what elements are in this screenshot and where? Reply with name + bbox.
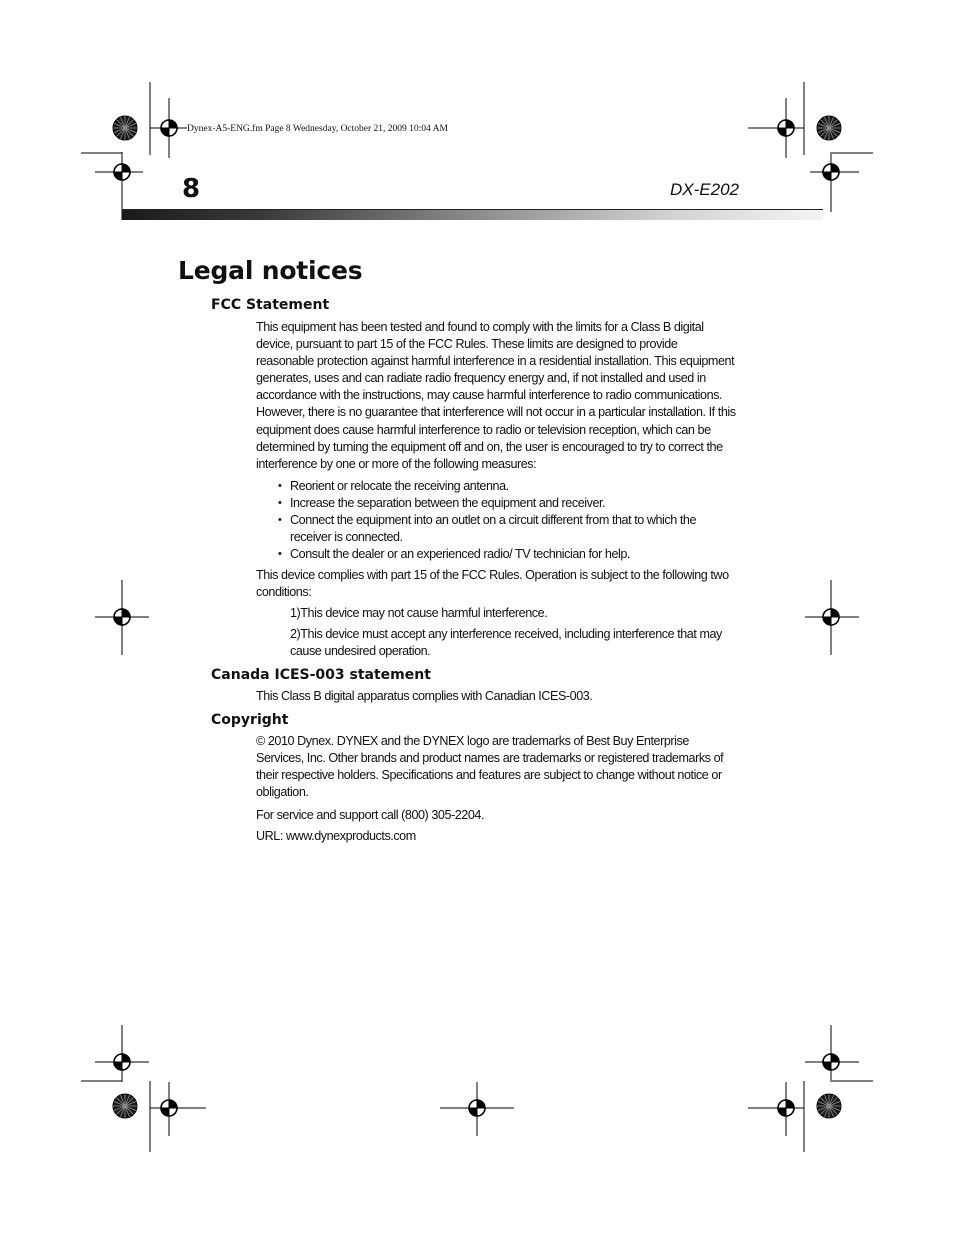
registration-mark-icon: [778, 120, 794, 136]
fcc-heading: FCC Statement: [211, 297, 330, 313]
fcc-measures-list: [276, 478, 736, 563]
registration-mark-icon: [469, 1100, 485, 1116]
fcc-compliance-text: This device complies with part 15 of the FCC Rules. Operation is subject to the following two conditions:: [256, 568, 729, 600]
copyright-text: © 2010 Dynex. DYNEX and the DYNEX logo are trademarks of Best Buy Enterprise Services, Inc. Other brands and product names are trademarks or registered trademarks of their respective holders. Specifications and features are subject to change without notice or obligation.: [256, 734, 724, 800]
header-rule: [122, 209, 823, 210]
canada-text: This Class B digital apparatus complies with Canadian ICES-003.: [256, 689, 593, 703]
page-title: Legal notices: [178, 256, 363, 285]
copyright-heading: Copyright: [211, 712, 289, 728]
file-slug-line: Dynex-A5-ENG.fm Page 8 Wednesday, October 21, 2009 10:04 AM: [187, 124, 448, 134]
color-bar-icon: [113, 1094, 137, 1118]
color-bar-icon: [113, 116, 137, 140]
registration-mark-icon: [778, 1100, 794, 1116]
list-item: • Increase the separation between the equipment and receiver.: [276, 495, 736, 512]
list-item: • Connect the equipment into an outlet on a circuit different from that to which the receiver is connected.: [276, 512, 736, 546]
fcc-condition-2: 2)This device must accept any interference received, including interference that may cause undesired operation.: [290, 627, 722, 659]
fcc-condition-1: 1)This device may not cause harmful interference.: [290, 606, 548, 620]
service-phone: For service and support call (800) 305-2204.: [256, 808, 485, 822]
registration-mark-icon: [114, 164, 130, 180]
model-number: DX-E202: [670, 180, 739, 199]
header-gradient-bar: [122, 209, 823, 220]
support-url: URL: www.dynexproducts.com: [256, 829, 416, 843]
registration-mark-icon: [823, 609, 839, 625]
registration-mark-icon: [161, 1100, 177, 1116]
fcc-paragraph: This equipment has been tested and found to comply with the limits for a Class B digital device, pursuant to part 15 of the FCC Rules. These limits are designed to provide reasonable protection against harmful interference in a residential installation. This equipment generates, uses and can radiate radio frequency energy and, if not installed and used in accordance with the instructions, may cause harmful interference to radio communications. However, there is no guarantee that interference will not occur in a particular installation. If this equipment does cause harmful interference to radio or television reception, which can be determined by turning the equipment off and on, the user is encouraged to try to correct the interference by one or more of the following measures:: [256, 320, 736, 471]
registration-mark-icon: [114, 1054, 130, 1070]
list-item: • Consult the dealer or an experienced radio/ TV technician for help.: [276, 546, 736, 563]
color-bar-icon: [817, 116, 841, 140]
registration-mark-icon: [823, 1054, 839, 1070]
registration-mark-icon: [161, 120, 177, 136]
list-item: • Reorient or relocate the receiving antenna.: [276, 478, 736, 495]
registration-mark-icon: [823, 164, 839, 180]
registration-mark-icon: [114, 609, 130, 625]
page-number: 8: [182, 174, 201, 204]
color-bar-icon: [817, 1094, 841, 1118]
canada-heading: Canada ICES-003 statement: [211, 667, 431, 683]
